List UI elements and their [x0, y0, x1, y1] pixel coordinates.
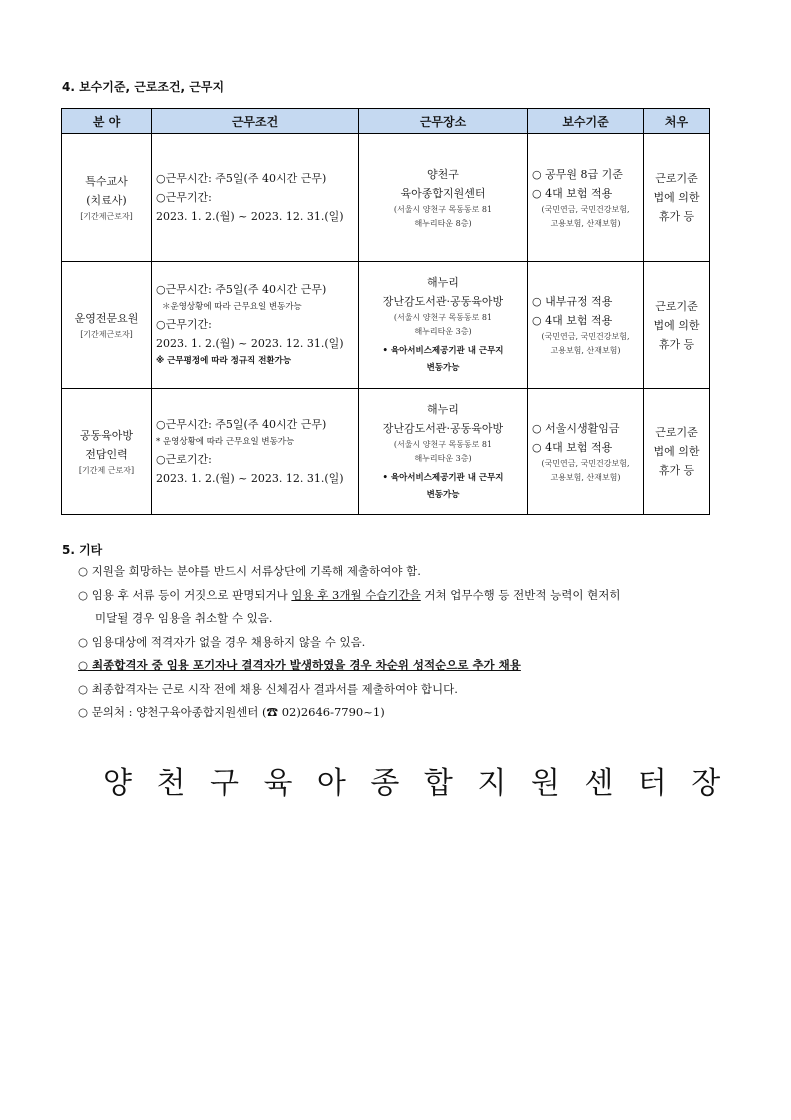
probation-underline: 임용 후 3개월 수습기간을 [291, 587, 421, 602]
list-item: 미달될 경우 임용을 취소할 수 있음. [95, 611, 273, 625]
header-field: 분 야 [62, 109, 152, 134]
conditions-cell: ○근무시간: 주5일(주 40시간 근무) * 운영상황에 따라 근무요일 변동가능 ○근로기간: 2023. 1. 2.(월) ~ 2023. 12. 31.(일) [152, 389, 359, 515]
section-5-title: 5. 기타 [62, 543, 103, 557]
list-item: ○ 문의처 : 양천구육아종합지원센터 (☎ 02)2646-7790~1) [78, 705, 385, 719]
pay-cell: ○ 서울시생활임금 ○ 4대 보험 적용 (국민연금, 국민건강보험, 고용보험, 산재보험) [528, 389, 644, 515]
pay-conditions-table [61, 108, 710, 515]
header-benefit: 처우 [644, 109, 710, 134]
place-cell: 해누리 장난감도서관·공동육아방 (서울시 양천구 목동동로 81 해누리타운 3층) • 육아서비스제공기관 내 근무지 변동가능 [359, 389, 528, 515]
table-header-row [62, 109, 710, 134]
place-cell: 양천구 육아종합지원센터 (서울시 양천구 목동동로 81 해누리타운 8층) [359, 134, 528, 262]
field-cell: 특수교사 (치료사) [기간제근로자] [62, 134, 152, 262]
pay-cell: ○ 공무원 8급 기준 ○ 4대 보험 적용 (국민연금, 국민건강보험, 고용보험, 산재보험) [528, 134, 644, 262]
field-cell: 공동육아방 전담인력 [기간제 근로자] [62, 389, 152, 515]
etc-list [78, 560, 718, 725]
table-row [62, 134, 710, 262]
list-item: ○ 최종합격자는 근로 시작 전에 채용 신체검사 결과서를 제출하여야 합니다. [78, 681, 458, 696]
list-item-emphasis: ○ 최종합격자 중 임용 포기자나 결격자가 발생하였을 경우 차순위 성적순으로 추가 채용 [78, 658, 521, 672]
field-cell: 운영전문요원 [기간제근로자] [62, 262, 152, 389]
place-cell: 해누리 장난감도서관·공동육아방 (서울시 양천구 목동동로 81 해누리타운 3층) • 육아서비스제공기관 내 근무지 변동가능 [359, 262, 528, 389]
conditions-cell: ○근무시간: 주5일(주 40시간 근무) ＊운영상황에 따라 근무요일 변동가능 ○근무기간: 2023. 1. 2.(월) ~ 2023. 12. 31.(일) ※ 근무평정에 따라 정규직 전환가능 [152, 262, 359, 389]
signature: 양천구육아종합지원센터장 [103, 766, 745, 801]
benefit-cell: 근로기준 법에 의한 휴가 등 [644, 389, 710, 515]
list-item: ○ 임용 후 서류 등이 거짓으로 판명되거나 임용 후 3개월 수습기간을 거쳐 업무수행 등 전반적 능력이 현저히 [78, 587, 621, 602]
list-item: ○ 지원을 희망하는 분야를 반드시 서류상단에 기록해 제출하여야 함. [78, 564, 421, 578]
table-row [62, 262, 710, 389]
header-pay: 보수기준 [528, 109, 644, 134]
pay-cell: ○ 내부규정 적용 ○ 4대 보험 적용 (국민연금, 국민건강보험, 고용보험, 산재보험) [528, 262, 644, 389]
list-item: ○ 임용대상에 적격자가 없을 경우 채용하지 않을 수 있음. [78, 634, 366, 649]
conditions-cell: ○근무시간: 주5일(주 40시간 근무) ○근무기간: 2023. 1. 2.(월) ~ 2023. 12. 31.(일) [152, 134, 359, 262]
header-place: 근무장소 [359, 109, 528, 134]
header-conditions: 근무조건 [152, 109, 359, 134]
section-4-title: 4. 보수기준, 근로조건, 근무지 [62, 80, 225, 94]
benefit-cell: 근로기준 법에 의한 휴가 등 [644, 134, 710, 262]
table-row [62, 389, 710, 515]
benefit-cell: 근로기준 법에 의한 휴가 등 [644, 262, 710, 389]
